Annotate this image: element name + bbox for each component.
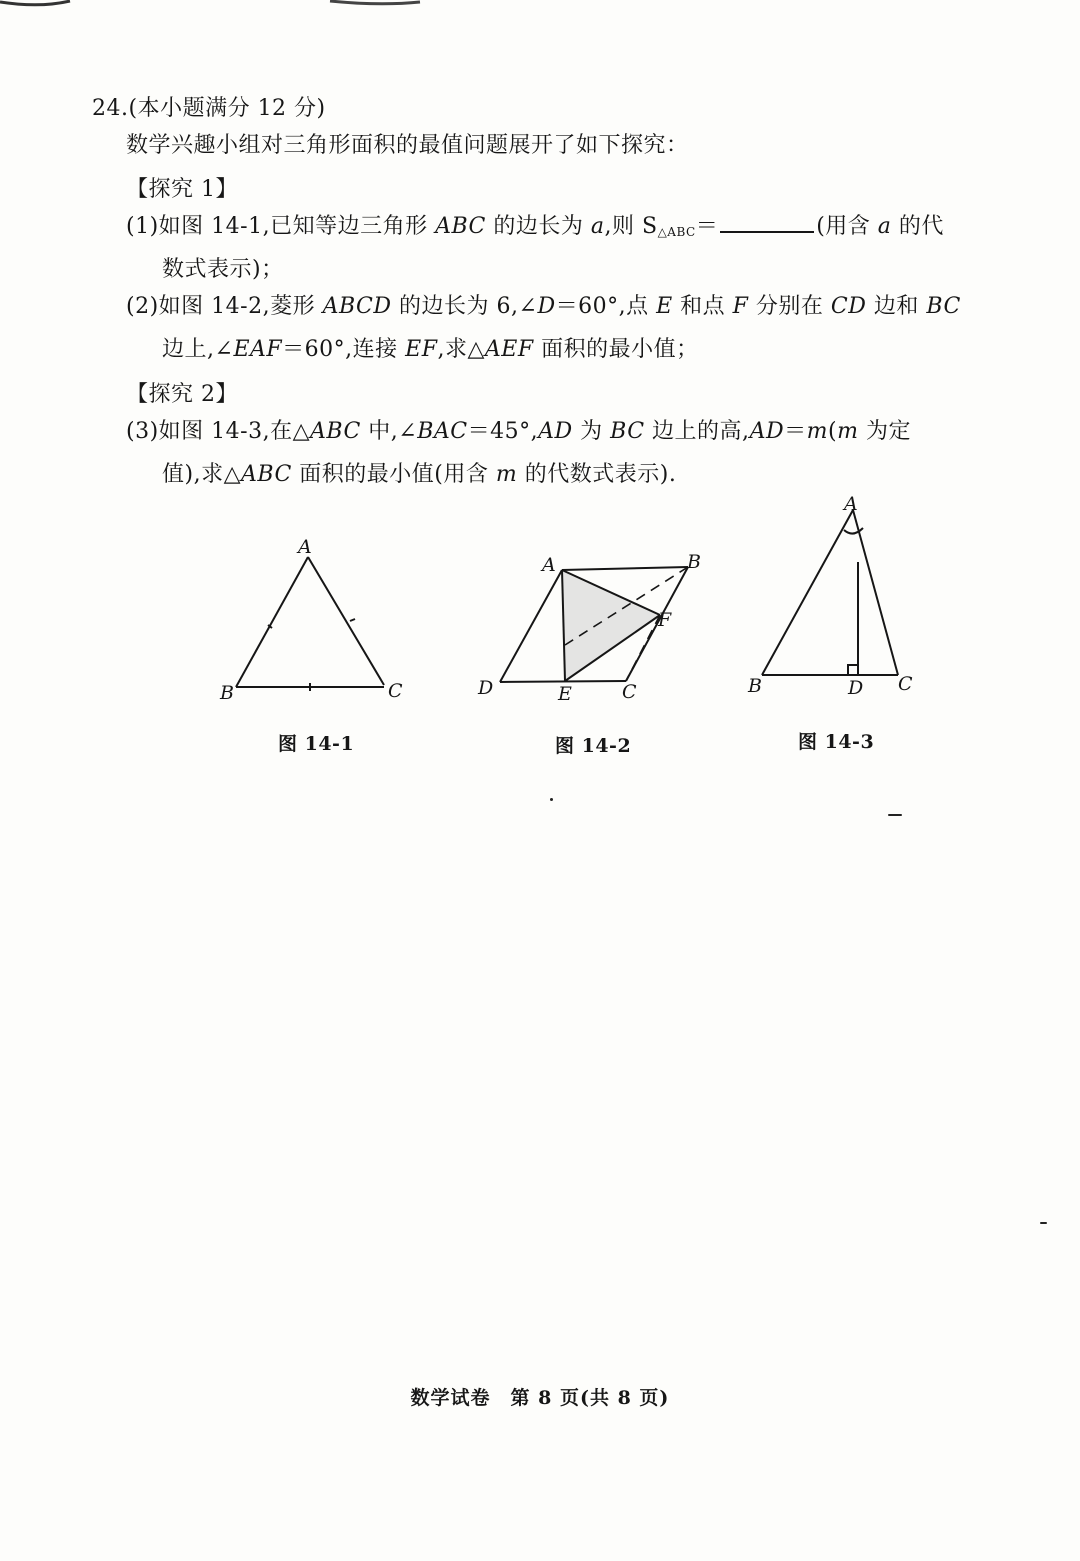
explore-2-title: 【探究 2】: [126, 382, 238, 407]
question-header: 24.(本小题满分 12 分): [92, 96, 326, 121]
side-ab: [562, 567, 688, 570]
side-da: [500, 570, 562, 682]
vertex-a: A: [542, 554, 556, 576]
scan-speck: [888, 814, 902, 816]
part-3-line-2: 值),求△ABC 面积的最小值(用含 m 的代数式表示).: [162, 462, 677, 487]
figure-caption-14-1: 图 14-1: [278, 733, 355, 755]
scan-speck: [550, 798, 553, 801]
vertex-b: B: [748, 675, 762, 697]
side-ab: [762, 510, 853, 675]
part-3-line-1: (3)如图 14-3,在△ABC 中,∠BAC＝45°,AD 为 BC 边上的高,AD＝m(m 为定: [126, 419, 911, 444]
side-ac: [308, 557, 384, 685]
figure-caption-14-2: 图 14-2: [555, 735, 632, 757]
part-1-line-2: 数式表示)；: [162, 257, 284, 282]
side-ac: [853, 510, 898, 675]
question-intro: 数学兴趣小组对三角形面积的最值问题展开了如下探究：: [126, 133, 689, 158]
vertex-b: B: [687, 551, 701, 573]
page-footer: 数学试卷 第 8 页(共 8 页): [410, 1387, 670, 1409]
figure-14-3: [740, 492, 930, 702]
figure-14-1: [210, 535, 410, 710]
explore-1-title: 【探究 1】: [126, 177, 238, 202]
figure-caption-14-3: 图 14-3: [798, 731, 875, 753]
vertex-b: B: [220, 682, 234, 704]
vertex-d: D: [848, 677, 864, 699]
vertex-d: D: [478, 677, 494, 699]
vertex-c: C: [622, 681, 637, 703]
vertex-a: A: [844, 493, 858, 515]
right-angle-mark: [848, 665, 858, 675]
scan-speck: [1040, 1222, 1047, 1224]
scan-edge-marks: [0, 0, 1080, 14]
side-cd: [500, 681, 626, 682]
vertex-f: F: [658, 609, 672, 631]
vertex-e: E: [558, 683, 572, 705]
vertex-a: A: [298, 536, 312, 558]
part-1-line-1: (1)如图 14-1,已知等边三角形 ABC 的边长为 a,则 $S_{\triangle ABC}=$ (用含 a 的代: [126, 214, 944, 239]
part-2-line-1: (2)如图 14-2,菱形 ABCD 的边长为 6,∠D＝60°,点 E 和点 F 分别在 CD 边和 BC: [126, 294, 961, 319]
vertex-c: C: [898, 673, 913, 695]
vertex-c: C: [388, 680, 403, 702]
side-ab: [236, 557, 308, 687]
answer-blank: [720, 213, 814, 233]
figure-14-2: [470, 545, 720, 710]
part-2-line-2: 边上,∠EAF＝60°,连接 EF,求△AEF 面积的最小值；: [162, 337, 699, 362]
